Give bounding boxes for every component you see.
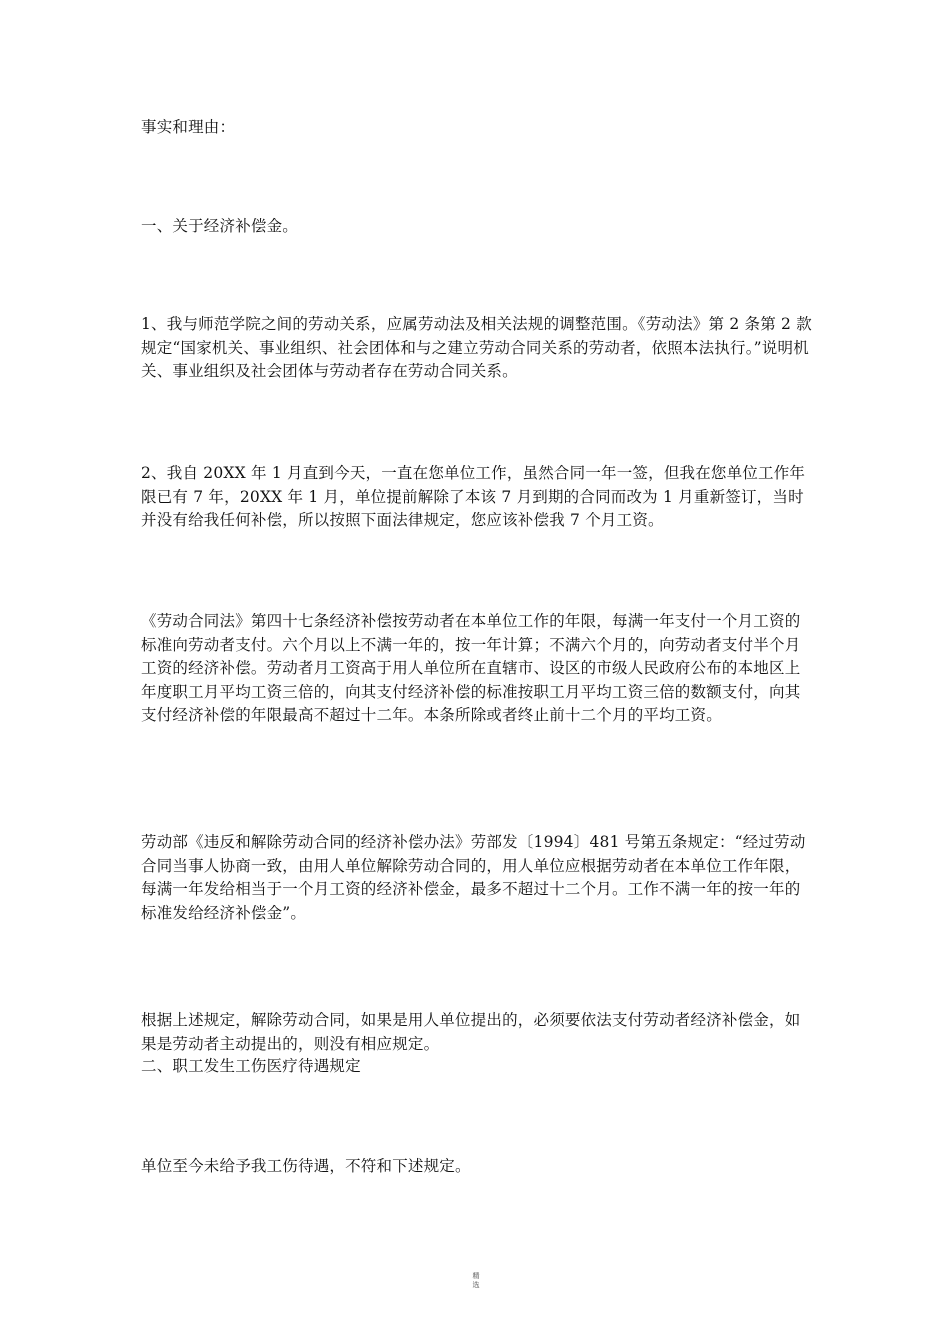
paragraph-ministry-regulation: 劳动部《违反和解除劳动合同的经济补偿办法》劳部发〔1994〕481 号第五条规定：“经过劳动合同当事人协商一致，由用人单位解除劳动合同的，用人单位应根据劳动者在本单位工作年限，每满一年发给相当于一个月工资的经济补偿金，最多不超过十二个月。工作不满一年的按一年的标准发给经济补偿金”。 (141, 833, 806, 922)
paragraph-labor-relation: 1、我与师范学院之间的劳动关系，应属劳动法及相关法规的调整范围。《劳动法》第 2 条第 2 款规定“国家机关、事业组织、社会团体和与之建立劳动合同关系的劳动者，依照本法执行。”说明机关、事业组织及社会团体与劳动者存在劳动合同关系。 (141, 315, 812, 380)
section-1-title: 一、关于经济补偿金。 (141, 217, 299, 235)
paragraph-work-years: 2、我自 20XX 年 1 月直到今天，一直在您单位工作，虽然合同一年一签，但我在您单位工作年限已有 7 年，20XX 年 1 月，单位提前解除了本该 7 月到期的合同而改为 1 月重新签订，当时并没有给我任何补偿，所以按照下面法律规定，您应该补偿我 7 个月工资。 (141, 464, 806, 529)
paragraph-labor-contract-law-47: 《劳动合同法》第四十七条经济补偿按劳动者在本单位工作的年限，每满一年支付一个月工资的标准向劳动者支付。六个月以上不满一年的，按一年计算；不满六个月的，向劳动者支付半个月工资的经济补偿。劳动者月工资高于用人单位所在直辖市、设区的市级人民政府公布的本地区上年度职工月平均工资三倍的，向其支付经济补偿的标准按职工月平均工资三倍的数额支付，向其支付经济补偿的年限最高不超过十二年。本条所除或者终止前十二个月的平均工资。 (141, 612, 801, 724)
paragraph-injury-treatment: 单位至今未给予我工伤待遇，不符和下述规定。 (141, 1157, 471, 1175)
paragraph-conclusion: 根据上述规定，解除劳动合同，如果是用人单位提出的，必须要依法支付劳动者经济补偿金，如果是劳动者主动提出的，则没有相应规定。 (141, 1011, 801, 1053)
facts-heading: 事实和理由： (141, 118, 236, 136)
footer-mark: 精选 (472, 1272, 480, 1289)
section-2-title: 二、职工发生工伤医疗待遇规定 (141, 1057, 361, 1075)
